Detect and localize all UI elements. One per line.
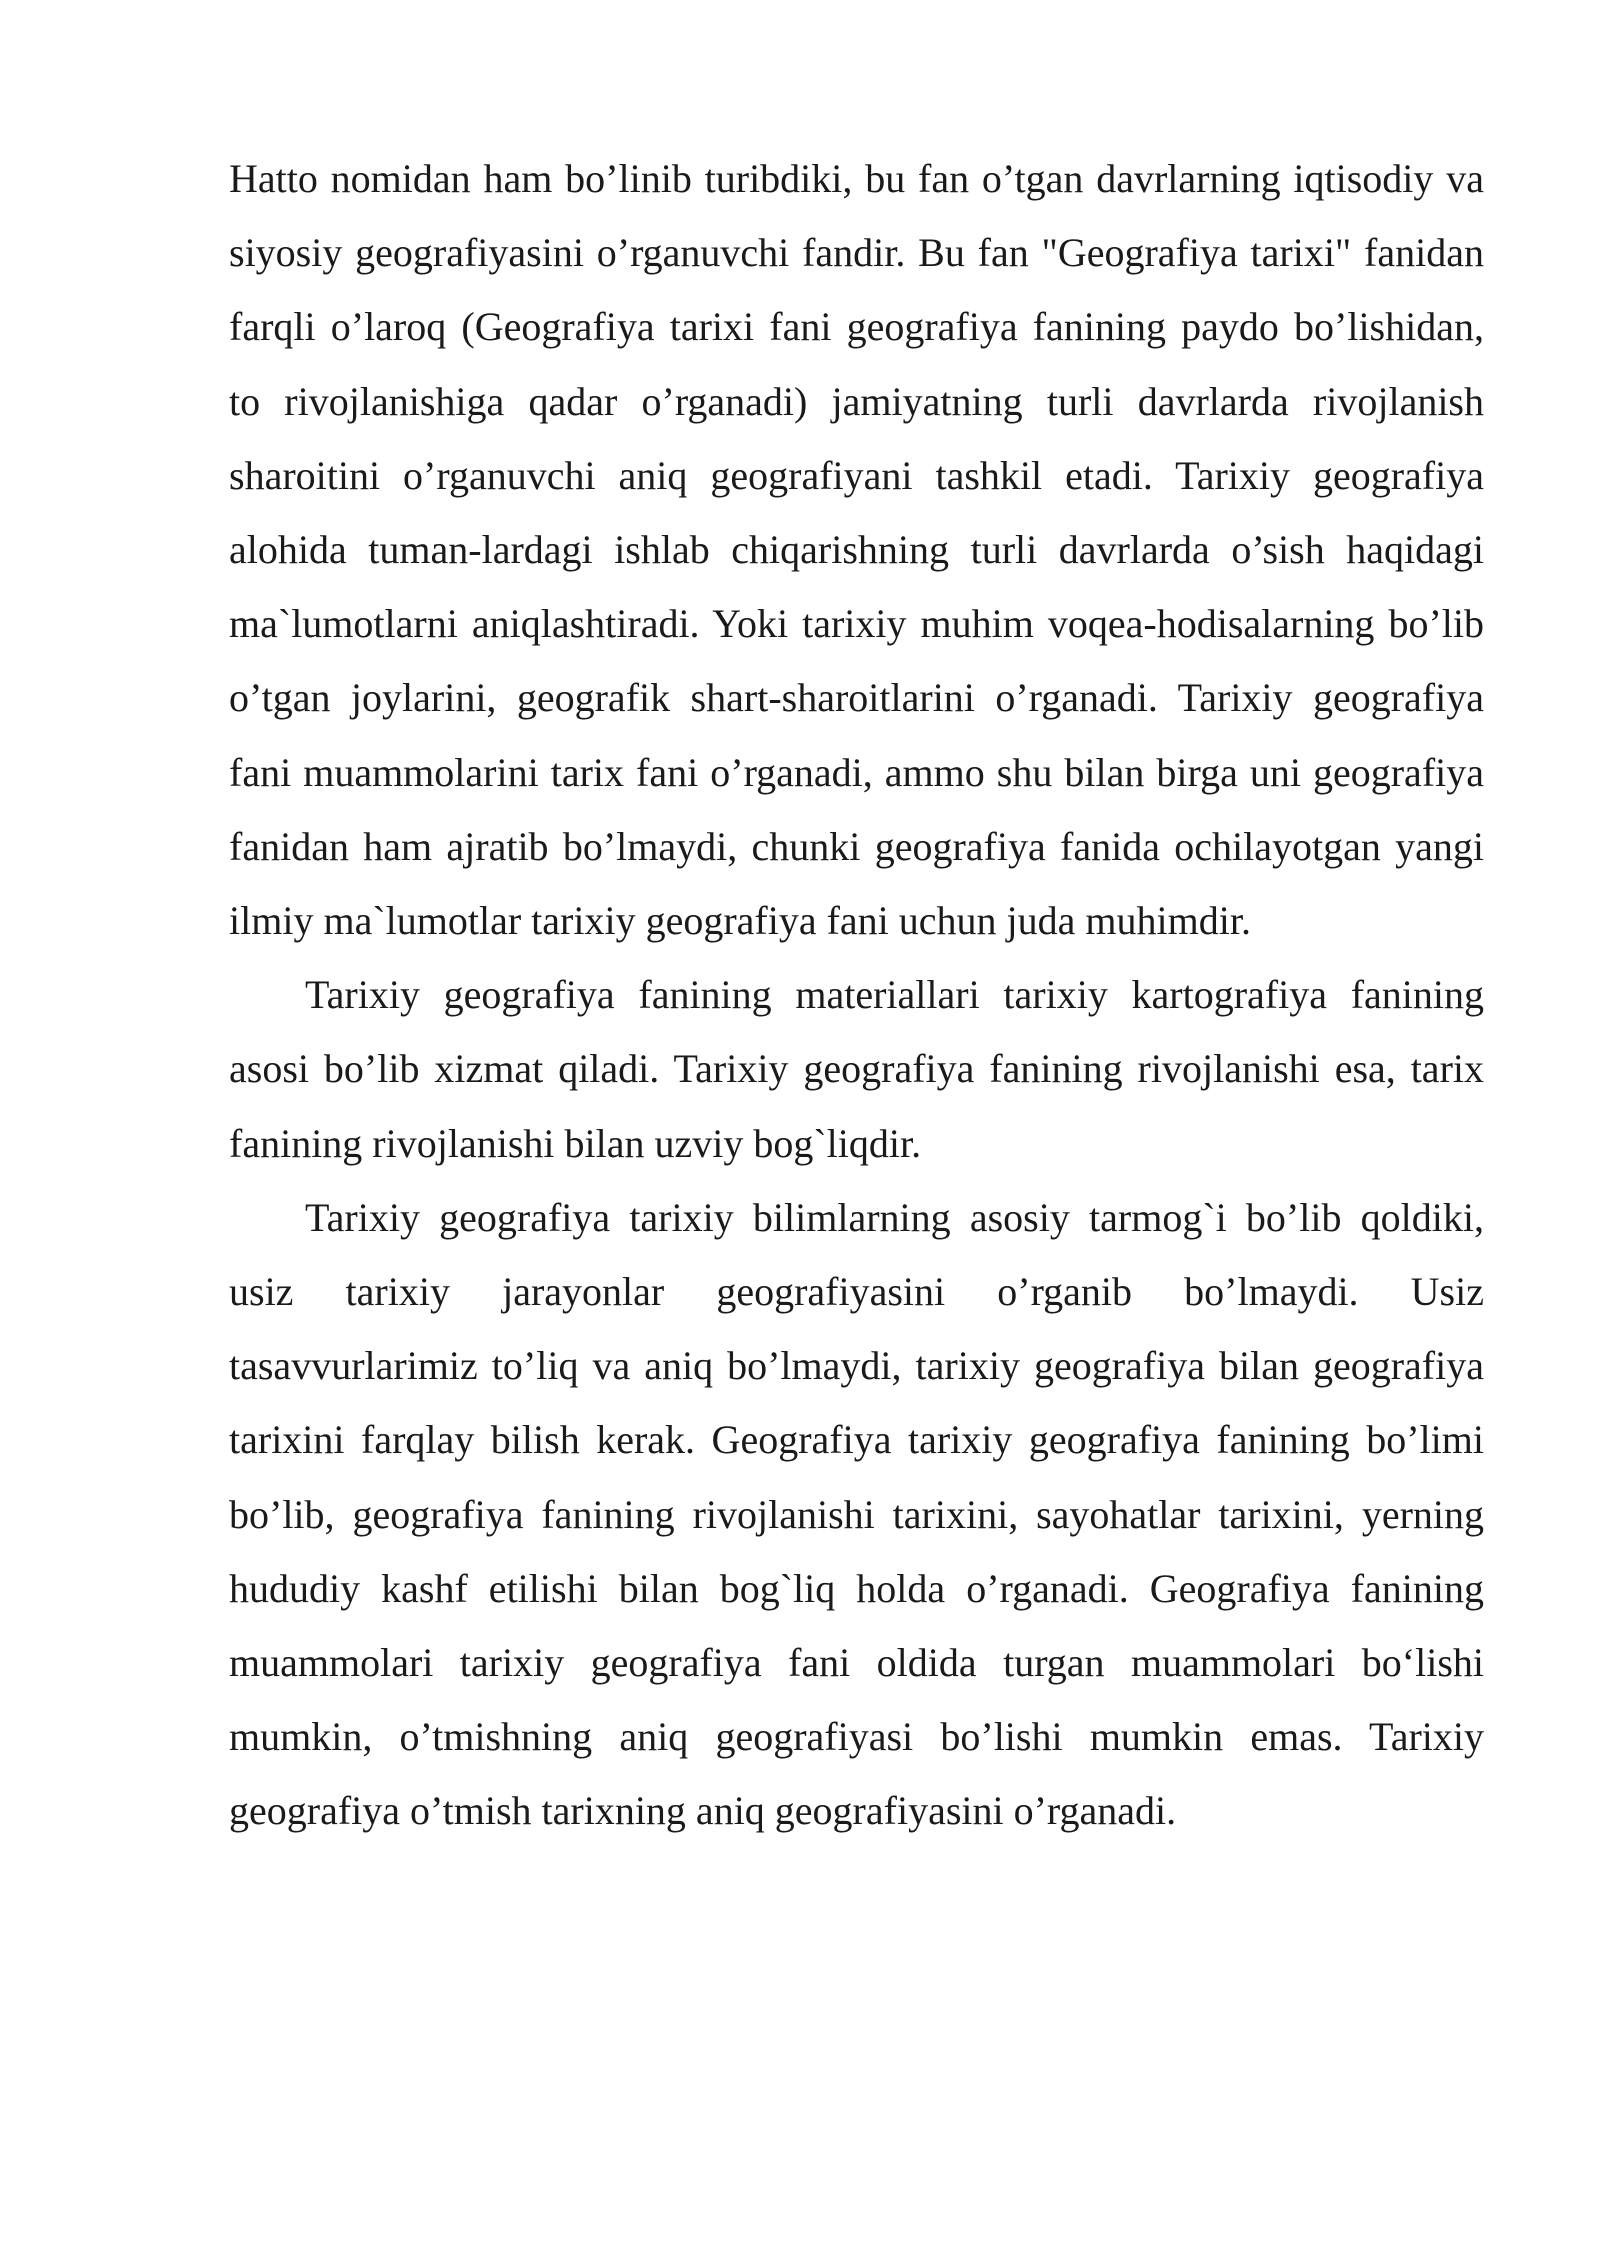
body-text <box>229 142 1484 1849</box>
paragraph-2: Tarixiy geografiya fanining materiallari tarixiy kartografiya fanining asosi bo’lib xizmat qiladi. Tarixiy geografiya fanining rivojlanishi esa, tarix fanining rivojlanishi bilan uzviy bog`liqdir. <box>229 972 1484 1166</box>
paragraph-1: Hatto nomidan ham bo’linib turibdiki, bu fan o’tgan davrlarning iqtisodiy va siyosiy geografiyasini o’rganuvchi fandir. Bu fan "Geografiya tarixi" fanidan farqli o’laroq (Geografiya tarixi fani geografiya fanining paydo bo’lishidan, to rivojlanishiga qadar o’rganadi) jamiyatning turli davrlarda rivojlanish sharoitini o’rganuvchi aniq geografiyani tashkil etadi. Tarixiy geografiya alohida tuman-lardagi ishlab chiqarishning turli davrlarda o’sish haqidagi ma`lumotlarni aniqlashtiradi. Yoki tarixiy muhim voqea-hodisalarning bo’lib o’tgan joylarini, geografik shart-sharoitlarini o’rganadi. Tarixiy geografiya fani muammolarini tarix fani o’rganadi, ammo shu bilan birga uni geografiya fanidan ham ajratib bo’lmaydi, chunki geografiya fanida ochilayotgan yangi ilmiy ma`lumotlar tarixiy geografiya fani uchun juda muhimdir. <box>229 156 1484 944</box>
paragraph-3: Tarixiy geografiya tarixiy bilimlarning asosiy tarmog`i bo’lib qoldiki, usiz tarixiy jarayonlar geografiyasini o’rganib bo’lmaydi. Usiz tasavvurlarimiz to’liq va aniq bo’lmaydi, tarixiy geografiya bilan geografiya tarixini farqlay bilish kerak. Geografiya tarixiy geografiya fanining bo’limi bo’lib, geografiya fanining rivojlanishi tarixini, sayohatlar tarixini, yerning hududiy kashf etilishi bilan bog`liq holda o’rganadi. Geografiya fanining muammolari tarixiy geografiya fani oldida turgan muammolari bo‘lishi mumkin, o’tmishning aniq geografiyasi bo’lishi mumkin emas. Tarixiy geografiya o’tmish tarixning aniq geografiyasini o’rganadi. <box>229 1194 1484 1834</box>
